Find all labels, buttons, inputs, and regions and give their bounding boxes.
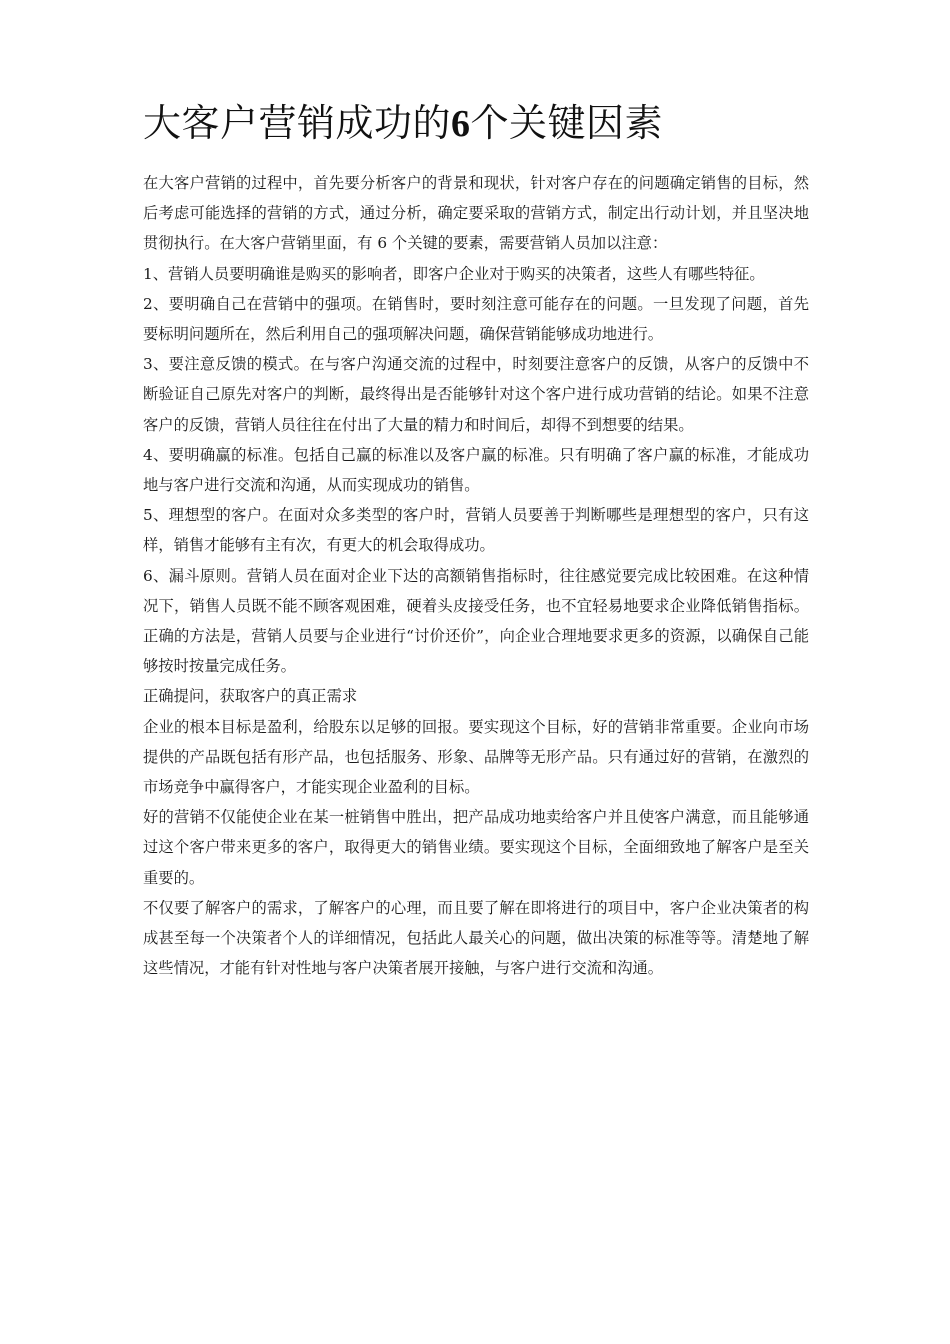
document-title [143, 98, 843, 149]
title-number: 6 [451, 103, 471, 145]
section-heading: 正确提问，获取客户的真正需求 [143, 687, 358, 706]
factor-2-paragraph: 2、要明确自己在营销中的强项。在销售时，要时刻注意可能存在的问题。一旦发现了问题，首先要标明问题所在，然后利用自己的强项解决问题，确保营销能够成功地进行。 [143, 294, 809, 344]
title-text-part-2: 个关键因素 [470, 101, 664, 145]
title-text-part-1: 大客户营销成功的 [143, 101, 452, 145]
factor-4-paragraph: 4、要明确赢的标准。包括自己赢的标准以及客户赢的标准。只有明确了客户赢的标准，才能成功地与客户进行交流和沟通，从而实现成功的销售。 [143, 445, 809, 495]
factor-5-paragraph: 5、理想型的客户。在面对众多类型的客户时，营销人员要善于判断哪些是理想型的客户，只有这样，销售才能够有主有次，有更大的机会取得成功。 [143, 506, 809, 555]
body-paragraph: 不仅要了解客户的需求，了解客户的心理，而且要了解在即将进行的项目中，客户企业决策者的构成甚至每一个决策者个人的详细情况，包括此人最关心的问题，做出决策的标准等等。清楚地了解这些情况，才能有针对性地与客户决策者展开接触，与客户进行交流和沟通。 [143, 898, 809, 978]
body-paragraph: 企业的根本目标是盈利，给股东以足够的回报。要实现这个目标，好的营销非常重要。企业向市场提供的产品既包括有形产品，也包括服务、形象、品牌等无形产品。只有通过好的营销，在激烈的市场竞争中赢得客户，才能实现企业盈利的目标。 [143, 717, 809, 797]
document-body [143, 168, 809, 983]
factor-6-paragraph: 6、漏斗原则。营销人员在面对企业下达的高额销售指标时，往往感觉要完成比较困难。在这种情况下，销售人员既不能不顾客观困难，硬着头皮接受任务，也不宜轻易地要求企业降低销售指标。正确的方法是，营销人员要与企业进行“讨价还价”，向企业合理地要求更多的资源，以确保自己能够按时按量完成任务。 [143, 566, 809, 676]
body-paragraph: 好的营销不仅能使企业在某一桩销售中胜出，把产品成功地卖给客户并且使客户满意，而且能够通过这个客户带来更多的客户，取得更大的销售业绩。要实现这个目标，全面细致地了解客户是至关重要的。 [143, 808, 809, 887]
intro-paragraph: 在大客户营销的过程中，首先要分析客户的背景和现状，针对客户存在的问题确定销售的目标，然后考虑可能选择的营销的方式，通过分析，确定要采取的营销方式，制定出行动计划，并且坚决地贯彻执行。在大客户营销里面，有 6 个关键的要素，需要营销人员加以注意： [143, 174, 809, 253]
factor-3-paragraph: 3、要注意反馈的模式。在与客户沟通交流的过程中，时刻要注意客户的反馈，从客户的反馈中不断验证自己原先对客户的判断，最终得出是否能够针对这个客户进行成功营销的结论。如果不注意客户的反馈，营销人员往往在付出了大量的精力和时间后，却得不到想要的结果。 [143, 355, 809, 434]
factor-1-paragraph: 1、营销人员要明确谁是购买的影响者，即客户企业对于购买的决策者，这些人有哪些特征。 [143, 264, 765, 283]
